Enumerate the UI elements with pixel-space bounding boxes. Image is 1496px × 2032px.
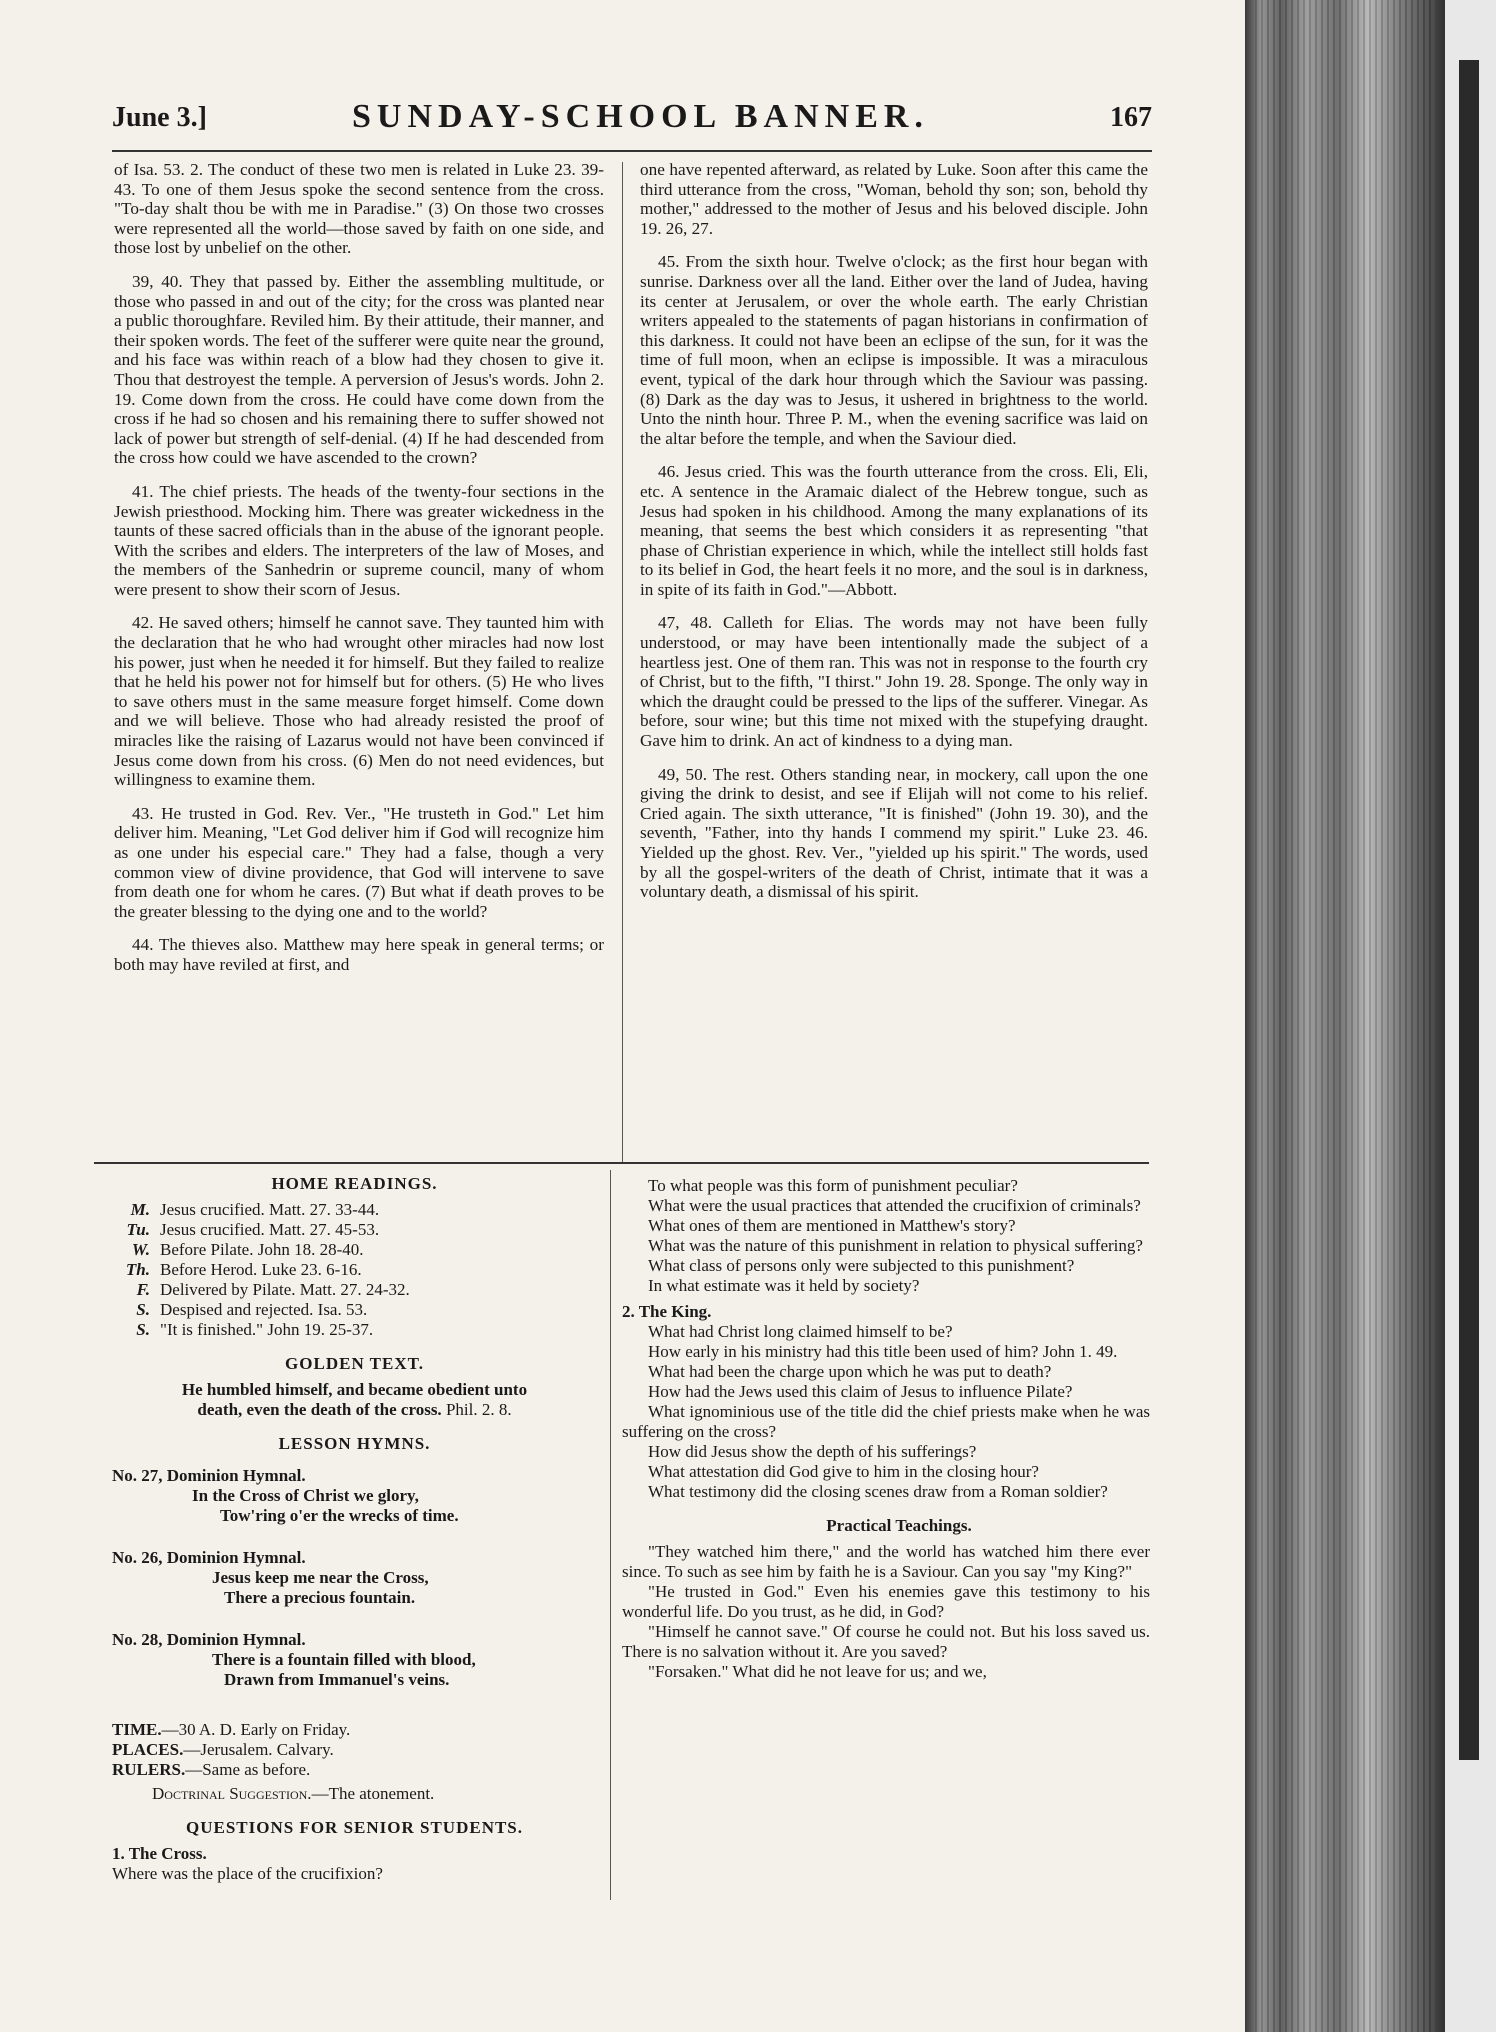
paragraph: 42. He saved others; himself he cannot save. They taunted him with the declaration that he who had wrought other miracles had now lost his power, just when he needed it for himself. But they failed to realize that he held his power not for himself but for others. (5) He who lives to save others must in the same measure forget himself. Come down and we will believe. Those who had already resisted the proof of miracles like the raising of Lazarus would not have been convinced if Jesus come down from his cross. (6) Men do not need evidences, but willingness to examine them. bbox=[114, 613, 604, 790]
hymn-line: Drawn from Immanuel's veins. bbox=[224, 1670, 450, 1689]
question: How did Jesus show the depth of his sufferings? bbox=[648, 1442, 977, 1461]
reading-item: Th. Before Herod. Luke 23. 6-16. bbox=[125, 1260, 362, 1279]
reading-item: Tu. Jesus crucified. Matt. 27. 45-53. bbox=[126, 1220, 380, 1239]
reading-item: S. "It is finished." John 19. 25-37. bbox=[136, 1320, 374, 1339]
time-line: TIME.—30 A. D. Early on Friday. bbox=[112, 1720, 351, 1739]
question: In what estimate was it held by society? bbox=[648, 1276, 920, 1295]
question: What had Christ long claimed himself to be? bbox=[648, 1322, 953, 1341]
places-line: PLACES.—Jerusalem. Calvary. bbox=[112, 1740, 334, 1759]
paragraph: 44. The thieves also. Matthew may here speak in general terms; or both may have reviled at first, and bbox=[114, 935, 604, 974]
reading-item: S. Despised and rejected. Isa. 53. bbox=[136, 1300, 368, 1319]
rulers-line: RULERS.—Same as before. bbox=[112, 1760, 311, 1779]
spine-texture bbox=[1255, 0, 1435, 2032]
column-divider bbox=[622, 162, 623, 1162]
paragraph: one have repented afterward, as related by Luke. Soon after this came the third utterance from the cross, "Woman, behold thy son; son, behold thy mother," addressed to the mother of Jesus and his beloved disciple. John 19. 26, 27. bbox=[640, 160, 1148, 238]
header-rule bbox=[112, 150, 1152, 152]
senior-questions-heading: QUESTIONS FOR SENIOR STUDENTS. bbox=[185, 1818, 524, 1837]
paragraph: 43. He trusted in God. Rev. Ver., "He trusteth in God." Let him deliver him. Meaning, "Let God deliver him if God will recognize him as one under his especial care." They had a false, though a very common view of divine providence, that God will intervene to save from death one for whom he cares. (7) But what if death proves to be the greater blessing to the dying one and to the world? bbox=[114, 803, 604, 921]
question: Where was the place of the crucifixion? bbox=[112, 1864, 383, 1883]
practical-paragraph: "They watched him there," and the world has watched him there ever since. To such as see him by faith he is a Saviour. Can you say "my King?" bbox=[622, 1542, 1150, 1581]
golden-text-ref: Phil. 2. 8. bbox=[445, 1400, 512, 1419]
header-title: SUNDAY-SCHOOL BANNER. bbox=[352, 98, 929, 135]
question: What testimony did the closing scenes draw from a Roman soldier? bbox=[648, 1482, 1108, 1501]
reading-item: W. Before Pilate. John 18. 28-40. bbox=[131, 1240, 364, 1259]
right-column bbox=[640, 160, 1148, 916]
paragraph: 47, 48. Calleth for Elias. The words may not have been fully understood, or may have been intentionally made the subject of a heartless jest. One of them ran. This was not in response to the fourth cry of Christ, but to the fifth, "I thirst." John 19. 28. Sponge. The only way in which the draught could be pressed to the lips of the sufferer. Vinegar. As before, sour wine; but this time not mixed with the stupefying draught. Gave him to drink. An act of kindness to a dying man. bbox=[640, 613, 1148, 751]
reading-item: M. Jesus crucified. Matt. 27. 33-44. bbox=[130, 1200, 380, 1219]
practical-teachings-heading: Practical Teachings. bbox=[826, 1516, 972, 1535]
golden-text-line: death, even the death of the cross. Phil. 2. 8. bbox=[197, 1400, 512, 1419]
reading-item: F. Delivered by Pilate. Matt. 27. 24-32. bbox=[136, 1280, 410, 1299]
hymn-line: Tow'ring o'er the wrecks of time. bbox=[220, 1506, 459, 1525]
hymn-number: No. 28, Dominion Hymnal. bbox=[112, 1630, 306, 1649]
practical-paragraph: "Himself he cannot save." Of course he could not. But his loss saved us. There is no salvation without it. Are you saved? bbox=[622, 1622, 1150, 1661]
hymn-line: There is a fountain filled with blood, bbox=[212, 1650, 476, 1669]
page-number: 167 bbox=[1110, 102, 1152, 133]
lesson-hymns-heading: LESSON HYMNS. bbox=[278, 1434, 431, 1453]
questions-column bbox=[622, 1176, 1150, 1682]
question: What ignominious use of the title did the chief priests make when he was suffering on the cross? bbox=[622, 1402, 1150, 1441]
hymn-line: In the Cross of Christ we glory, bbox=[192, 1486, 419, 1505]
question: What ones of them are mentioned in Matthew's story? bbox=[648, 1216, 1016, 1235]
paragraph: 41. The chief priests. The heads of the twenty-four sections in the Jewish priesthood. Mocking him. There was greater wickedness in the taunts of these sacred officials than in the abuse of the ignorant people. With the scribes and elders. The interpreters of the law of Moses, and the members of the Sanhedrin or supreme council, many of whom were present to show their scorn of Jesus. bbox=[114, 481, 604, 599]
scan-edge bbox=[1459, 60, 1479, 1760]
running-header bbox=[112, 92, 1152, 152]
header-date: June 3.] bbox=[112, 102, 207, 133]
lower-column-divider bbox=[610, 1170, 611, 1900]
lesson-aids-column bbox=[112, 1170, 597, 1884]
hymn-line: There a precious fountain. bbox=[224, 1588, 416, 1607]
question: What were the usual practices that attended the crucifixion of criminals? bbox=[648, 1196, 1141, 1215]
paragraph: of Isa. 53. 2. The conduct of these two men is related in Luke 23. 39-43. To one of them Jesus spoke the second sentence from the cross. "To-day shalt thou be with me in Paradise." (3) On those two crosses were represented all the world—those saved by faith on one side, and those lost by unbelief on the other. bbox=[114, 160, 604, 258]
home-readings-heading: HOME READINGS. bbox=[271, 1174, 438, 1193]
golden-text-line: He humbled himself, and became obedient unto bbox=[181, 1380, 528, 1399]
scan-margin bbox=[1445, 0, 1496, 2032]
hymn-number: No. 27, Dominion Hymnal. bbox=[112, 1466, 306, 1485]
section-rule bbox=[94, 1162, 1149, 1164]
practical-paragraph: "Forsaken." What did he not leave for us; and we, bbox=[648, 1662, 987, 1681]
question: To what people was this form of punishment peculiar? bbox=[648, 1176, 1018, 1195]
paragraph: 49, 50. The rest. Others standing near, in mockery, call upon the one giving the drink to desist, and see if Elijah will not come to his relief. Cried again. The sixth utterance, "It is finished" (John 19. 30), and the seventh, "Father, into thy hands I commend my spirit." Luke 23. 46. Yielded up the ghost. Rev. Ver., "yielded up his spirit." The words, used by all the gospel-writers of the death of Christ, intimate that it was a voluntary death, a dismissal of his spirit. bbox=[640, 764, 1148, 902]
question-section: 1. The Cross. bbox=[112, 1844, 207, 1863]
paragraph: 45. From the sixth hour. Twelve o'clock; as the first hour began with sunrise. Darkness over all the land. Either over the land of Judea, having its center at Jerusalem, or over the whole earth. The early Christian writers appealed to the statements of pagan historians in confirmation of this darkness. It could not have been an eclipse of the sun, for it was the time of full moon, when an eclipse is impossible. It was a miraculous event, typical of the dark hour through which the Saviour was passing. (8) Dark as the day was to Jesus, it ushered in brightness to the world. Unto the ninth hour. Three P. M., when the evening sacrifice was laid on the altar before the temple, and when the Saviour died. bbox=[640, 252, 1148, 448]
practical-paragraph: "He trusted in God." Even his enemies gave this testimony to his wonderful life. Do you trust, as he did, in God? bbox=[622, 1582, 1150, 1621]
hymn-number: No. 26, Dominion Hymnal. bbox=[112, 1548, 306, 1567]
question: What had been the charge upon which he was put to death? bbox=[648, 1362, 1052, 1381]
question: What class of persons only were subjected to this punishment? bbox=[648, 1256, 1075, 1275]
paragraph: 39, 40. They that passed by. Either the assembling multitude, or those who passed in and out of the city; for the cross was planted near a public thoroughfare. Reviled him. By their attitude, their manner, and their spoken words. The feet of the sufferer were quite near the ground, and his face was within reach of a blow had they chosen to give it. Thou that destroyest the temple. A perversion of Jesus's words. John 2. 19. Come down from the cross. He could have come down from the cross if he had so chosen and his remaining there to suffer showed not lack of power but strength of self-denial. (4) If he had descended from the cross how could we have ascended to the crown? bbox=[114, 271, 604, 468]
doctrinal-line: Doctrinal Suggestion.—The atonement. bbox=[152, 1784, 435, 1803]
left-column bbox=[114, 160, 604, 989]
question: What was the nature of this punishment in relation to physical suffering? bbox=[648, 1236, 1143, 1255]
question: What attestation did God give to him in the closing hour? bbox=[648, 1462, 1039, 1481]
question: How early in his ministry had this title been used of him? John 1. 49. bbox=[648, 1342, 1118, 1361]
hymn-line: Jesus keep me near the Cross, bbox=[212, 1568, 429, 1587]
question-section: 2. The King. bbox=[622, 1302, 712, 1321]
paragraph: 46. Jesus cried. This was the fourth utterance from the cross. Eli, Eli, etc. A sentence in the Aramaic dialect of the Hebrew tongue, such as Jesus had spoken in his childhood. Among the many explanations of its meaning, that seems the best which considers it as representing "that phase of Christian experience in which, while the intellect still holds fast to its belief in God, the heart feels it no more, and the soul is in darkness, in spite of its faith in God."—Abbott. bbox=[640, 462, 1148, 599]
question: How had the Jews used this claim of Jesus to influence Pilate? bbox=[648, 1382, 1073, 1401]
golden-text-heading: GOLDEN TEXT. bbox=[285, 1354, 424, 1373]
